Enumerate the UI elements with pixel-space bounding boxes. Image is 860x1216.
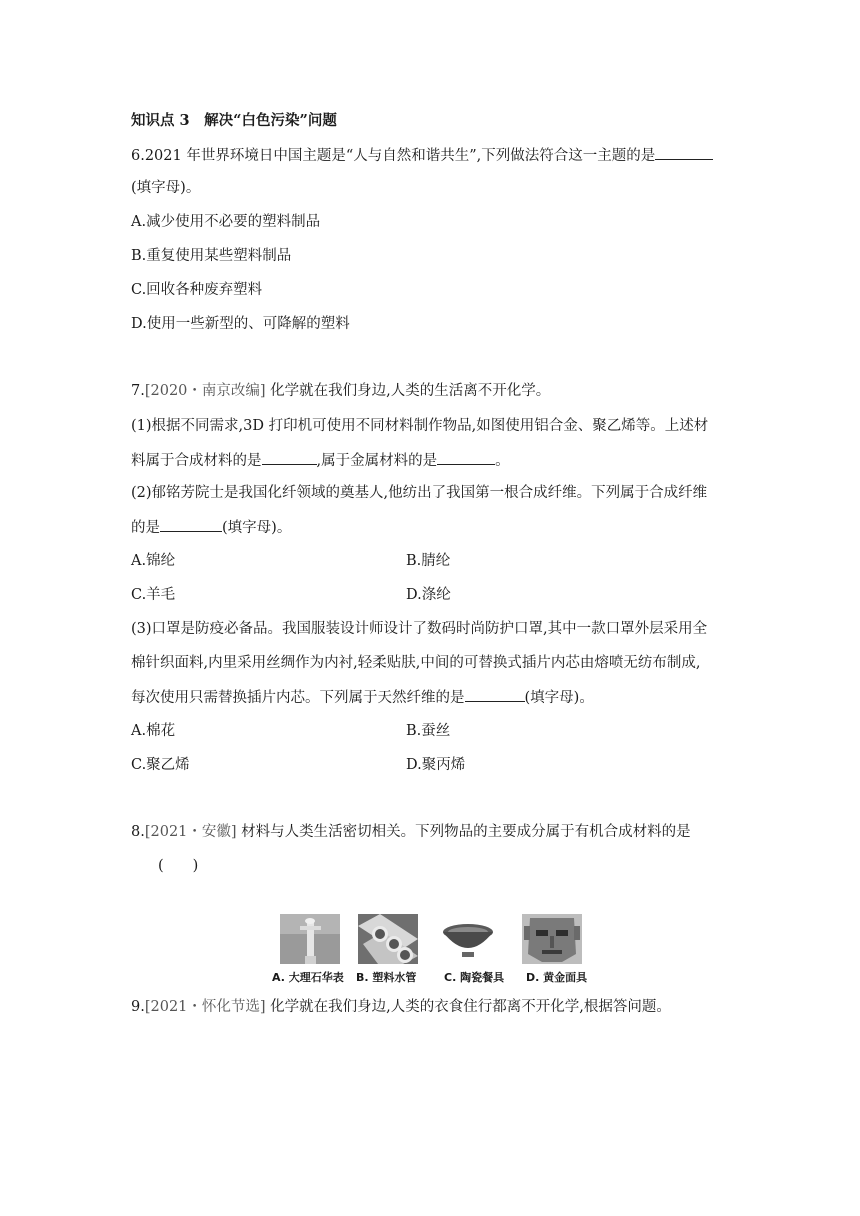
q7-part3-line1: (3)口罩是防疫必备品。我国服装设计师设计了数码时尚防护口罩,其中一款口罩外层采用全 [131,621,708,637]
q6-option-b: B.重复使用某些塑料制品 [131,248,292,264]
q7-part3-option-b: B.蚕丝 [406,723,451,739]
ceramic-bowl-image [438,914,498,964]
q7-part2-option-a: A.锦纶 [131,553,176,569]
q7-part2-blank[interactable] [160,517,222,532]
caption-a: A. 大理石华表 [272,971,344,984]
q7-part2-line2 [131,517,291,538]
q7-part2-line1: (2)郁铭芳院士是我国化纤领域的奠基人,他纺出了我国第一根合成纤维。下列属于合成纤维 [131,485,708,501]
q8-number: 8. [131,824,145,840]
q6-option-a: A.减少使用不必要的塑料制品 [131,214,321,230]
q8-stem [131,822,691,842]
q9-source: [2021・怀化节选] [144,999,266,1015]
q7-part2-option-d: D.涤纶 [406,587,451,603]
q6-answer-blank[interactable] [655,145,713,160]
q7-part3-line2: 棉针织面料,内里采用丝绸作为内衬,轻柔贴肤,中间的可替换式插片内芯由熔喷无纺布制成, [131,655,701,671]
q9-stem-text: 化学就在我们身边,人类的衣食住行都离不开化学,根据答问题。 [270,999,671,1015]
q7-part3-option-d: D.聚丙烯 [406,757,466,773]
q7-number: 7. [131,383,145,399]
q7-part3-option-c: C.聚乙烯 [131,757,190,773]
q9-number: 9. [131,999,145,1015]
q6-option-c: C.回收各种废弃塑料 [131,282,263,298]
q7-synthetic-blank[interactable] [262,450,317,465]
q8-answer-paren[interactable]: ( ) [158,858,199,874]
q7-part3-text2: (填字母)。 [524,690,594,706]
q6-stem-text: 6.2021 年世界环境日中国主题是“人与自然和谐共生”,下列做法符合这一主题的是 [131,148,656,164]
q7-part2-text1: 的是 [131,520,160,536]
q7-part2-text2: (填字母)。 [222,520,292,536]
q7-part2-option-c: C.羊毛 [131,587,176,603]
q7-stem-text: 化学就在我们身边,人类的生活离不开化学。 [270,383,551,399]
q8-source: [2021・安徽] [144,824,237,840]
marble-column-image [280,914,340,964]
q7-part3-text1: 每次使用只需替换插片内芯。下列属于天然纤维的是 [131,690,465,706]
golden-mask-image [522,914,582,964]
q7-stem [131,381,550,401]
q6-option-d: D.使用一些新型的、可降解的塑料 [131,316,350,332]
caption-b: B. 塑料水管 [356,971,417,984]
q7-source: [2020・南京改编] [144,383,266,399]
q8-figure [272,914,602,988]
caption-d: D. 黄金面具 [526,971,588,984]
q7-metal-blank[interactable] [437,450,495,465]
q7-part1-text1: 料属于合成材料的是 [131,453,262,469]
caption-c: C. 陶瓷餐具 [444,971,505,984]
q6-stem-cont: (填字母)。 [131,180,201,196]
q7-part1-line1: (1)根据不同需求,3D 打印机可使用不同材料制作物品,如图使用铝合金、聚乙烯等。上述材 [131,418,709,434]
q7-part3-option-a: A.棉花 [131,723,176,739]
q7-part2-option-b: B.腈纶 [406,553,451,569]
plastic-pipe-image [358,914,418,964]
q9-stem [131,997,671,1017]
q7-part1-text3: 。 [495,453,510,469]
section-heading: 知识点 3 解决“白色污染”问题 [131,112,337,129]
q7-part3-blank[interactable] [465,687,525,702]
q6-stem [131,145,713,166]
q7-part1-line2 [131,450,510,471]
q8-stem-text: 材料与人类生活密切相关。下列物品的主要成分属于有机合成材料的是 [241,824,691,840]
q7-part3-line3 [131,687,594,708]
q7-part1-text2: ,属于金属材料的是 [316,453,438,469]
